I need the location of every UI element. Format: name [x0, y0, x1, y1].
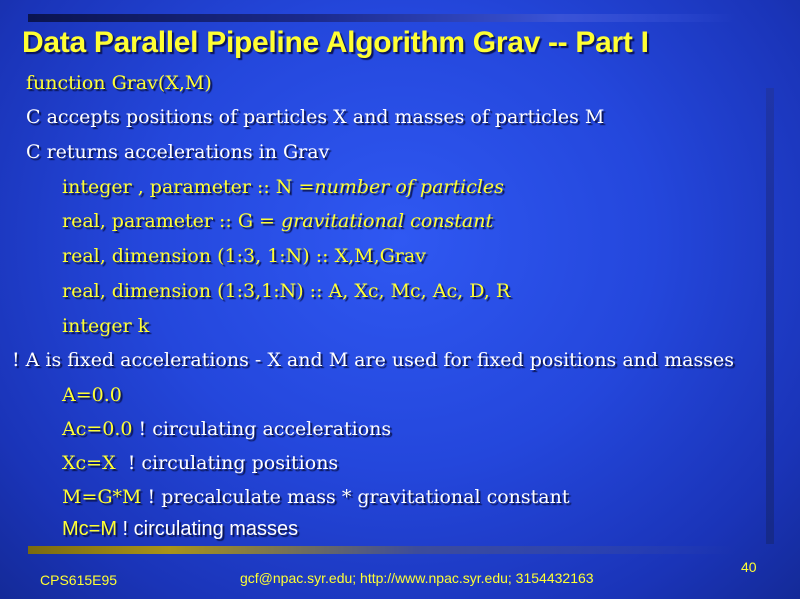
comment-text: ! circulating positions	[115, 452, 339, 474]
code-text: real, parameter :: G =	[62, 210, 275, 232]
code-line-integer-k: integer k	[62, 315, 150, 337]
code-text: Xc=X	[62, 452, 116, 474]
italic-text: number of particles	[314, 176, 504, 198]
slide-title: Data Parallel Pipeline Algorithm Grav -- Part I	[22, 26, 649, 59]
code-line-a-init: A=0.0	[62, 384, 122, 406]
code-line-mc-init	[62, 518, 298, 541]
comment-text: ! precalculate mass * gravitational constant	[141, 486, 570, 508]
code-text: integer , parameter :: N =	[62, 176, 315, 198]
comment-line-accepts: C accepts positions of particles X and masses of particles M	[26, 106, 605, 128]
footer-contact: gcf@npac.syr.edu; http://www.npac.syr.edu; 3154432163	[240, 570, 594, 586]
code-line-m-scale	[62, 486, 569, 508]
footer-course-code: CPS615E95	[40, 572, 118, 588]
code-line-dimension-arrays: real, dimension (1:3,1:N) :: A, Xc, Mc, Ac, D, R	[62, 280, 511, 302]
code-text: Ac=0.0	[62, 418, 133, 440]
code-text: M=G*M	[62, 486, 142, 508]
comment-line-returns: C returns accelerations in Grav	[26, 141, 330, 163]
top-decorative-rule	[28, 14, 736, 22]
code-line-real-parameter	[62, 210, 493, 232]
code-text: Mc=M	[62, 518, 117, 540]
right-decorative-bar	[766, 88, 774, 544]
italic-text: gravitational constant	[281, 210, 494, 232]
code-line-ac-init	[62, 418, 391, 440]
bottom-decorative-rule	[28, 546, 736, 554]
comment-line-fixed-accelerations: ! A is fixed accelerations - X and M are used for fixed positions and masses	[12, 349, 734, 371]
code-line-function: function Grav(X,M)	[26, 72, 212, 94]
comment-text: ! circulating masses	[117, 518, 299, 540]
footer-page-number: 40	[741, 559, 757, 575]
code-line-xc-init	[62, 452, 338, 474]
code-line-integer-parameter	[62, 176, 504, 198]
code-line-dimension-xmgrav: real, dimension (1:3, 1:N) :: X,M,Grav	[62, 245, 426, 267]
comment-text: ! circulating accelerations	[132, 418, 392, 440]
